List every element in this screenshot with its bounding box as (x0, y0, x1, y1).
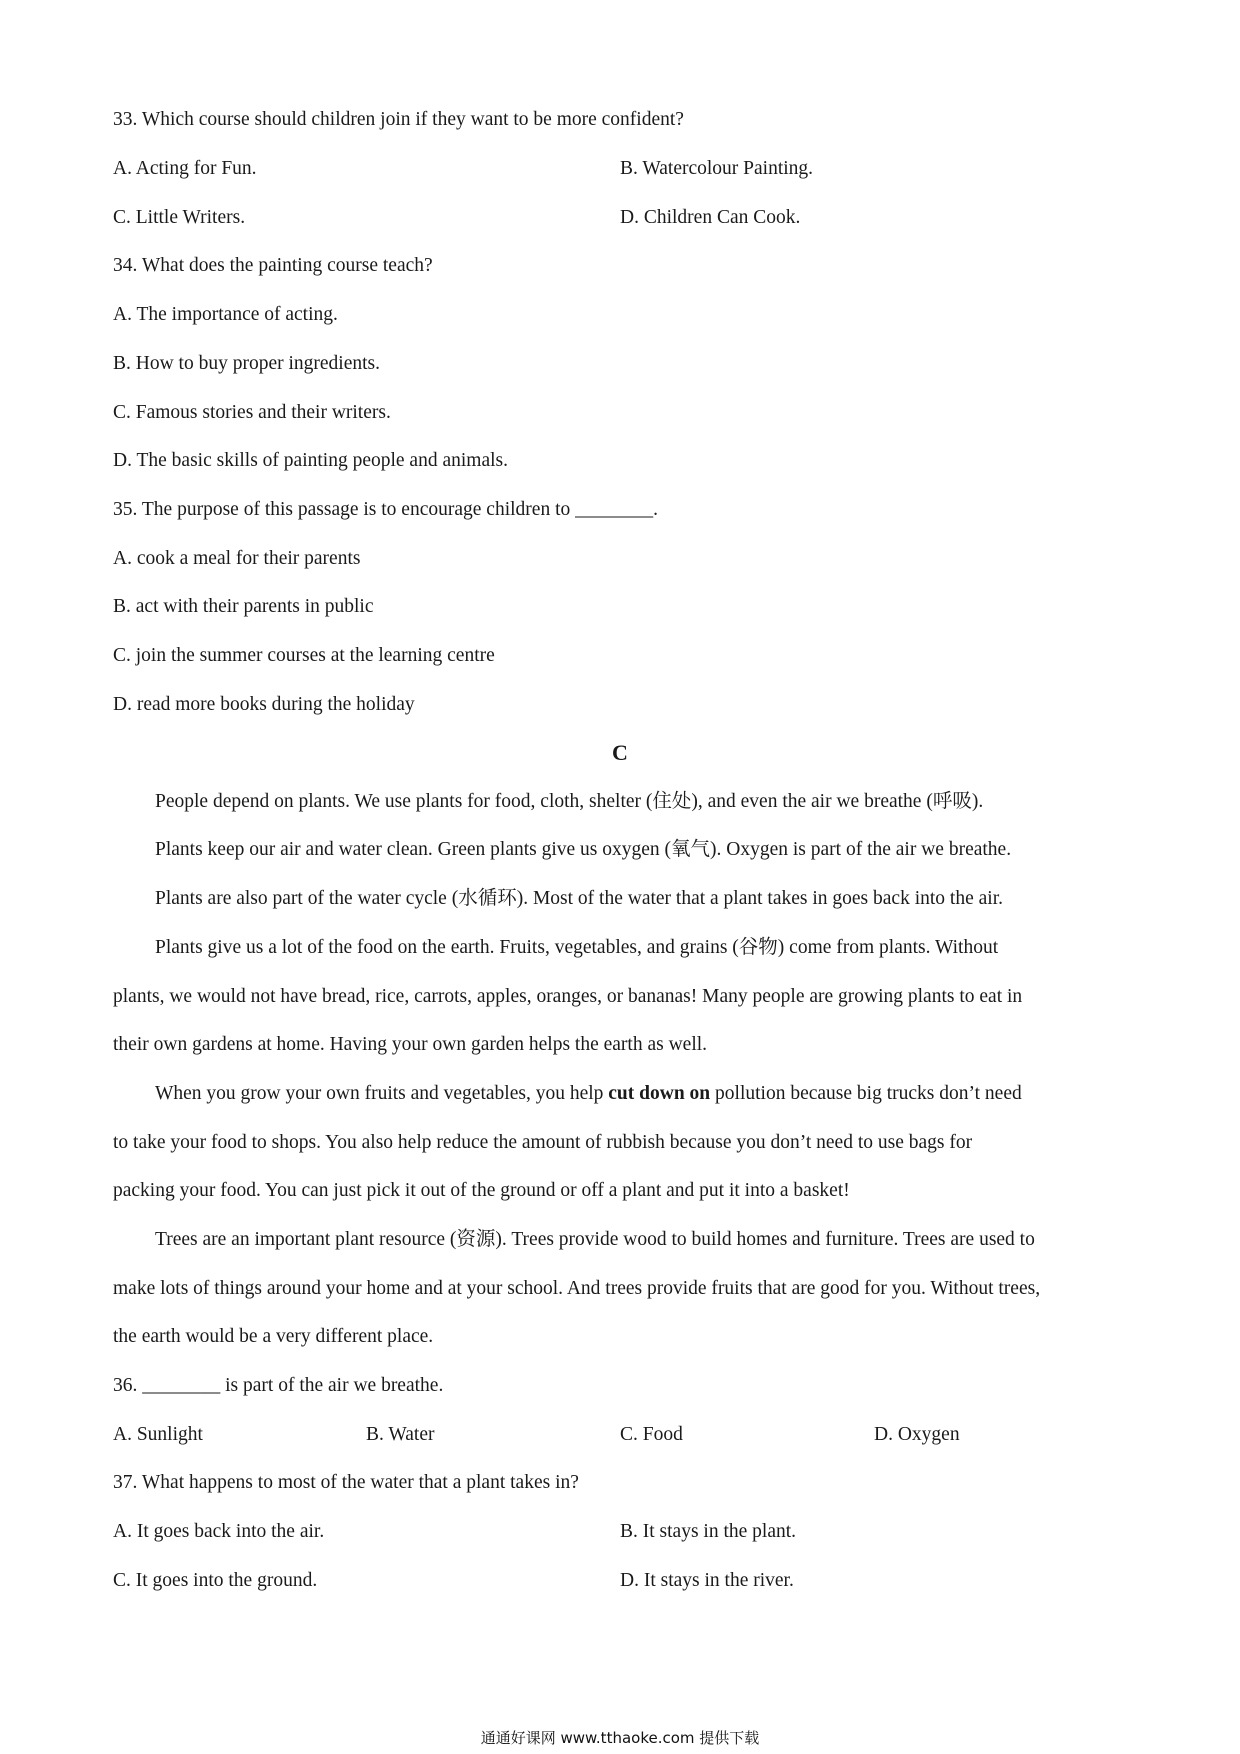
question-35-option-d: D. read more books during the holiday (113, 694, 415, 715)
question-34-stem: 34. What does the painting course teach? (113, 255, 433, 276)
highlighted-phrase: cut down on (608, 1083, 711, 1104)
question-34-option-c: C. Famous stories and their writers. (113, 402, 391, 423)
question-37-option-d: D. It stays in the river. (620, 1570, 794, 1591)
passage-paragraph-4-line-3: their own gardens at home. Having your own garden helps the earth as well. (113, 1034, 708, 1055)
question-37-option-c: C. It goes into the ground. (113, 1570, 318, 1591)
paragraph-5-text-after: pollution because big trucks don’t need (710, 1083, 1022, 1104)
question-35-option-a: A. cook a meal for their parents (113, 548, 361, 569)
page-footer: 通通好课网 www.tthaoke.com 提供下载 (480, 1729, 760, 1747)
question-33-option-a: A. Acting for Fun. (113, 158, 257, 179)
passage-paragraph-6-line-3: the earth would be a very different place. (113, 1326, 434, 1347)
question-36-stem: 36. ________ is part of the air we breathe. (113, 1375, 444, 1396)
passage-paragraph-5-line-2: to take your food to shops. You also help reduce the amount of rubbish because you don’t need to use bags for (113, 1132, 973, 1153)
question-35-option-c: C. join the summer courses at the learning centre (113, 645, 495, 666)
section-title: C (612, 740, 628, 765)
question-34-option-a: A. The importance of acting. (113, 304, 338, 325)
question-36-option-c: C. Food (620, 1424, 683, 1445)
passage-paragraph-2: Plants keep our air and water clean. Green plants give us oxygen (氧气). Oxygen is part of the air we breathe. (155, 839, 1012, 860)
question-36-option-a: A. Sunlight (113, 1424, 203, 1445)
paragraph-5-text-before: When you grow your own fruits and vegetables, you help (155, 1083, 609, 1104)
passage-paragraph-4-line-1: Plants give us a lot of the food on the earth. Fruits, vegetables, and grains (谷物) come from plants. Without (155, 937, 999, 958)
passage-paragraph-5-line-3: packing your food. You can just pick it out of the ground or off a plant and put it into a basket! (113, 1180, 850, 1201)
question-37-option-a: A. It goes back into the air. (113, 1521, 325, 1542)
passage-paragraph-4-line-2: plants, we would not have bread, rice, carrots, apples, oranges, or bananas! Many people are growing plants to eat in (113, 986, 1023, 1007)
question-34-option-b: B. How to buy proper ingredients. (113, 353, 381, 374)
question-33-option-d: D. Children Can Cook. (620, 207, 801, 228)
question-33-stem: 33. Which course should children join if they want to be more confident? (113, 109, 684, 130)
question-36-option-d: D. Oxygen (874, 1424, 960, 1445)
question-37-stem: 37. What happens to most of the water that a plant takes in? (113, 1472, 579, 1493)
question-35-option-b: B. act with their parents in public (113, 596, 374, 617)
question-34-option-d: D. The basic skills of painting people and animals. (113, 450, 508, 471)
passage-paragraph-6-line-2: make lots of things around your home and at your school. And trees provide fruits that are good for you. Without trees, (113, 1278, 1041, 1299)
passage-paragraph-1: People depend on plants. We use plants for food, cloth, shelter (住处), and even the air we breathe (呼吸). (155, 791, 984, 812)
question-36-option-b: B. Water (366, 1424, 435, 1445)
question-35-stem: 35. The purpose of this passage is to encourage children to ________. (113, 499, 658, 520)
question-33-option-b: B. Watercolour Painting. (620, 158, 814, 179)
question-37-option-b: B. It stays in the plant. (620, 1521, 797, 1542)
question-33-option-c: C. Little Writers. (113, 207, 246, 228)
passage-paragraph-5-line-1 (155, 1082, 1022, 1106)
passage-paragraph-3: Plants are also part of the water cycle (水循环). Most of the water that a plant takes in goes back into the air. (155, 888, 1003, 909)
passage-paragraph-6-line-1: Trees are an important plant resource (资源). Trees provide wood to build homes and furniture. Trees are used to (155, 1229, 1035, 1250)
